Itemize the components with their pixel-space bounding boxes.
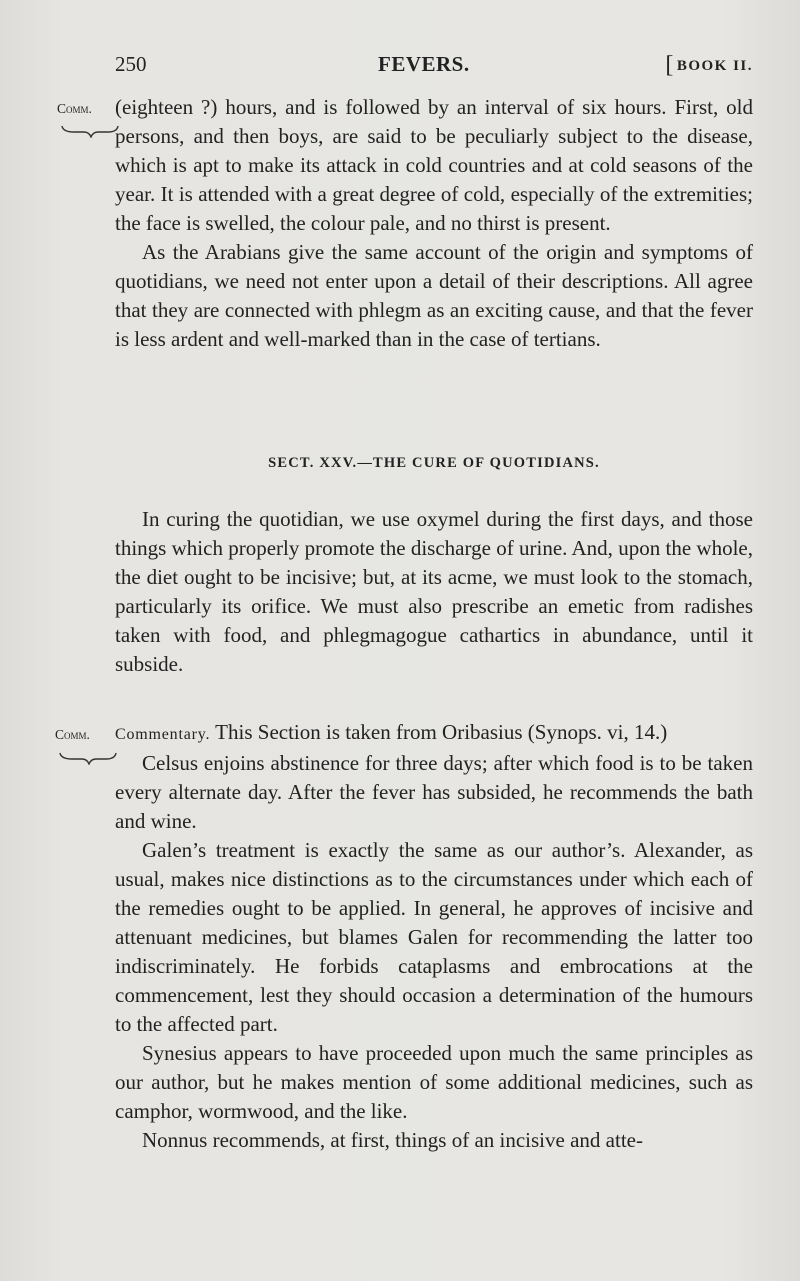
- text-block-quotidian-description: [115, 93, 753, 354]
- text-block-commentary: [115, 718, 753, 1155]
- text-block-section-cure: [115, 505, 753, 679]
- section-heading: SECT. XXV.—THE CURE OF QUOTIDIANS.: [268, 455, 600, 471]
- commentary-first-line: This Section is taken from Oribasius (Synops. vi, 14.): [210, 720, 668, 744]
- paragraph: Nonnus recommends, at first, things of an incisive and atte-: [142, 1128, 643, 1152]
- margin-note-comm-1: Comm.: [57, 101, 92, 116]
- margin-brace-icon: [60, 124, 120, 138]
- paragraph: Galen’s treatment is exactly the same as our author’s. Alexander, as usual, makes nice distinctions as to the circumstances under which each of the remedies ought to be applied. In general, he approves of incisive and attenuant medicines, but blames Galen for recommending the latter too indiscriminately. He forbids cataplasms and embrocations at the commencement, lest they should occasion a determination of the humours to the affected part.: [115, 838, 753, 1036]
- commentary-lead: Commentary.: [115, 726, 211, 743]
- paragraph: (eighteen ?) hours, and is followed by an interval of six hours. First, old persons, and then boys, are said to be peculiarly subject to the disease, which is apt to make its attack in cold countries and at cold seasons of the year. It is attended with a great degree of cold, especially of the extremities; the face is swelled, the colour pale, and no thirst is present.: [115, 95, 753, 235]
- book-bracket: [: [665, 52, 675, 78]
- book-label: [665, 52, 753, 79]
- paragraph: In curing the quotidian, we use oxymel during the first days, and those things which properly promote the discharge of urine. And, upon the whole, the diet ought to be incisive; but, at its acme, we must look to the stomach, particularly its orifice. We must also prescribe an emetic from radishes taken with food, and phlegmagogue cathartics in abundance, until it subside.: [115, 507, 753, 676]
- margin-note-comm-2: Comm.: [55, 727, 90, 742]
- book-label-text: BOOK II.: [676, 58, 753, 74]
- paragraph: [115, 718, 753, 749]
- running-header: [115, 52, 753, 82]
- running-title: FEVERS.: [378, 52, 470, 76]
- margin-brace-icon: [58, 751, 118, 765]
- paragraph: As the Arabians give the same account of the origin and symptoms of quotidians, we need not enter upon a detail of their descriptions. All agree that they are connected with phlegm as an exciting cause, and that the fever is less ardent and well-marked than in the case of tertians.: [115, 240, 753, 351]
- paragraph: Celsus enjoins abstinence for three days; after which food is to be taken every alternate day. After the fever has subsided, he recommends the bath and wine.: [115, 751, 753, 833]
- paragraph: Synesius appears to have proceeded upon much the same principles as our author, but he makes mention of some additional medicines, such as camphor, wormwood, and the like.: [115, 1041, 753, 1123]
- page-number: 250: [115, 52, 147, 76]
